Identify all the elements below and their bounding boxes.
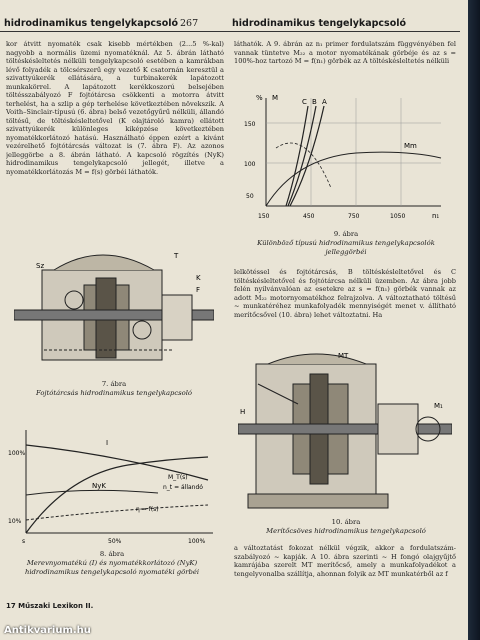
page-number: 267 bbox=[180, 18, 199, 29]
right-column-bottom-text: a változtatást fokozat nélkül végzik, akkor a fordulatszám-szabályozó ~ kapják. A 10. ábra szerinti ~ H fongó olajgyűjtő kamrájába szerelt MT merítőcső, amely a munkafolyadékot a tengelyvonalba szállítja, ahonnan folyik az MT munkatérből az f bbox=[234, 544, 456, 578]
fig8-y-top: 100% bbox=[8, 450, 26, 457]
fig9-x-label: n₁ bbox=[432, 212, 440, 220]
fig8-caption-number: 8. ábra bbox=[99, 550, 125, 558]
fig9-caption-number: 9. ábra bbox=[333, 230, 359, 238]
figure-10-caption bbox=[236, 518, 456, 536]
figure-8-caption bbox=[4, 550, 220, 577]
figure-10-coupling-drawing bbox=[238, 344, 452, 516]
fig8-label-n: n_t = állandó bbox=[163, 484, 203, 491]
figure-8-graph bbox=[8, 425, 218, 550]
left-column-text: kor átvitt nyomaték csak kisebb mértékben (2...5 %-kal) nagyobb a normális üzemi nyomatéknál. Az 5. ábrán látható töltéskésleltetés nélküli tengelykapcsoló esetében a kamrákban lévő folyadék a tölcsérszerű egy vezető K csatornán keresztül a szivattyúkerék ellátására, a turbinakerék lapátozott munkakörrel. A lapátozott kerékkoszorú belsejében töltésszabályozó F fojtótárcsa csökkenti a motorra átvitt terhelést, ha a szlip a gép terhelése következtében növekszik. A Voith–Sinclair-típusú (6. ábra) belső vezetőgyűrű nélküli, állandó töltésű, de töltéskésleltetővel (K olajtároló kamra) ellátott szivattyúkerék különleges kiképzése következtében nyomatékkorlátozó hatású. Használható éppen ezért a kivánt vezérelhető fojtótárcsás változat is (7. ábra F). Az azonos jelleggörbe a 8. ábrán látható. A kapcsoló rögzítés (NyK) hidrodinamikus tengelykapcsoló jellegét, illetve a nyomatékkorlátozás M = f(s) görbéi láthatók. bbox=[6, 40, 224, 176]
fig10-caption-number: 10. ábra bbox=[331, 518, 361, 526]
page-footer: 17 Műszaki Lexikon II. bbox=[6, 602, 94, 610]
fig9-y-label-pct: % bbox=[256, 94, 263, 102]
fig9-y-label-m: M bbox=[272, 94, 279, 102]
fig7-label-t: T bbox=[174, 252, 179, 260]
fig8-x-tick-50: 50% bbox=[108, 538, 122, 545]
fig8-label-mt: M_T(s) bbox=[168, 474, 188, 481]
fig7-label-f: F bbox=[196, 286, 201, 294]
fig9-curve-c: C bbox=[302, 98, 307, 106]
fig7-caption-number: 7. ábra bbox=[101, 380, 127, 388]
fig8-x-label: s bbox=[22, 538, 26, 545]
fig9-y-tick-1: 100 bbox=[244, 161, 256, 168]
fig10-label-h: H bbox=[240, 408, 246, 416]
fig9-curve-mm: Mm bbox=[404, 142, 417, 150]
fig7-caption-text: Fojtótárcsás hidrodinamikus tengelykapcsoló bbox=[35, 389, 193, 397]
fig8-x-tick-100: 100% bbox=[188, 538, 206, 545]
fig9-x-tick-0: 150 bbox=[258, 213, 270, 220]
figure-7-coupling-drawing bbox=[14, 240, 214, 375]
fig8-label-i: I bbox=[106, 439, 109, 447]
right-column-top-text: láthatók. A 9. ábrán az n₁ primer fordulatszám függvényében fel vannak tüntetve M₂₂ a motor nyomatékának görbéje és az s = 100%-hoz tartozó M = f(n₁) görbék az A töltéskésleltetés nélküli bbox=[234, 40, 456, 65]
fig9-y-tick-2: 50 bbox=[246, 193, 254, 200]
fig7-label-sz: Sz bbox=[36, 262, 45, 270]
fig9-x-tick-3: 1050 bbox=[390, 213, 406, 220]
fig8-caption-text: Merevnyomatékú (I) és nyomatékkorlátozó (NyK) hidrodinamikus tengelykapcsoló nyomatéki görbéi bbox=[24, 559, 200, 576]
book-spine bbox=[468, 0, 480, 640]
fig10-label-ml: M₁ bbox=[434, 402, 443, 410]
watermark: Antikvarium.hu bbox=[4, 625, 91, 636]
fig7-label-k: K bbox=[196, 274, 201, 282]
fig9-curve-b: B bbox=[312, 98, 317, 106]
figure-9-graph bbox=[236, 88, 456, 228]
fig9-y-tick-0: 150 bbox=[244, 121, 256, 128]
fig8-y-low: 10% bbox=[8, 518, 22, 525]
fig9-x-tick-2: 750 bbox=[348, 213, 360, 220]
fig9-caption-text: Különböző típusú hidrodinamikus tengelykapcsolók jelleggörbéi bbox=[257, 239, 435, 256]
figure-9-caption bbox=[236, 230, 456, 257]
fig9-x-tick-1: 450 bbox=[303, 213, 315, 220]
header-title-right: hidrodinamikus tengelykapcsoló bbox=[232, 18, 407, 29]
running-header bbox=[0, 14, 468, 32]
header-title-left: hidrodinamikus tengelykapcsoló bbox=[4, 18, 179, 29]
fig8-label-eta: η = f(s) bbox=[136, 506, 159, 513]
fig9-curve-a: A bbox=[322, 98, 327, 106]
header-rule bbox=[0, 31, 460, 32]
right-column-mid-text: lelkötéssel és fojtótárcsás, B töltéskésleltetővel és C töltéskésleltetővel és fojtótárcsa nélküli üzemben. Az ábra jobb felén nyilvánvalóan az esetekre az s = f(n₁) görbék vannak az adott M₂₂ motornyomatékhoz felrajzolva. A változtatható töltésű ~ munkatéréhez munkafolyadék mennyiségét menet v. állítható merítőcsővel (10. ábra) lehet változtatni. Ha bbox=[234, 268, 456, 319]
fig10-label-mt: MT bbox=[338, 352, 349, 360]
fig10-caption-text: Merítőcsöves hidrodinamikus tengelykapcsoló bbox=[266, 527, 426, 535]
figure-7-caption bbox=[14, 380, 214, 398]
fig8-label-nyk: NyK bbox=[92, 482, 106, 490]
